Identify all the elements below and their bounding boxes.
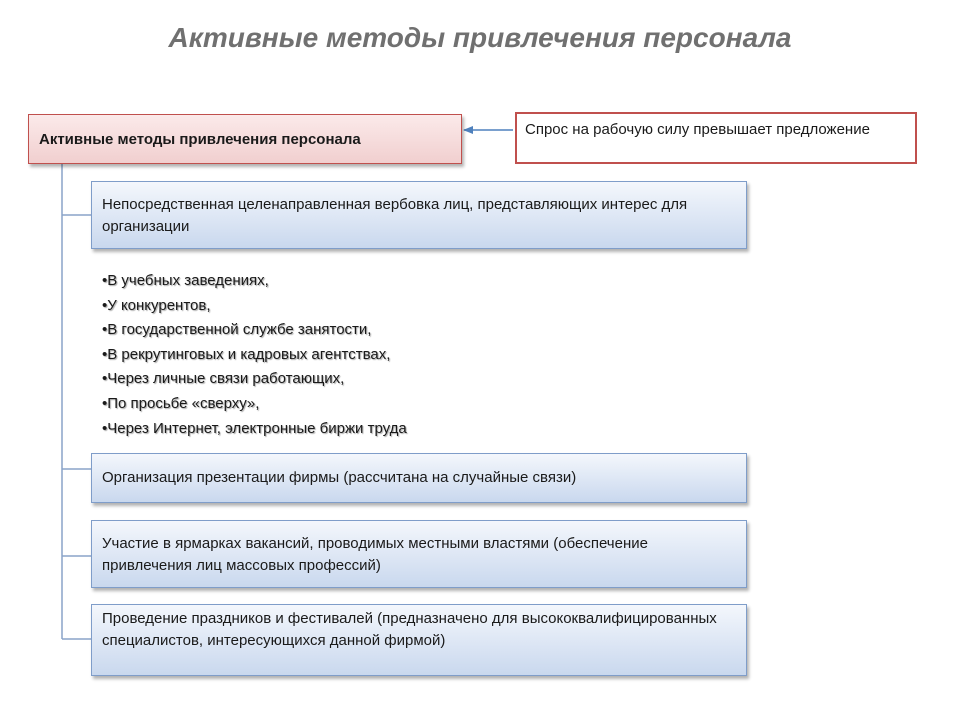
method-label: Проведение праздников и фестивалей (предназначено для высококвалифицированных специалистов, интересующихся данной фирмой): [102, 610, 717, 649]
list-item: •Через личные связи работающих,: [102, 370, 345, 388]
list-item: •В рекрутинговых и кадровых агентствах,: [102, 345, 391, 363]
recruitment-sources-list: [102, 269, 407, 441]
main-methods-label: Активные методы привлечения персонала: [39, 130, 361, 148]
demand-label: Спрос на рабочую силу превышает предложение: [525, 121, 870, 138]
method-label: Непосредственная целенаправленная вербовка лиц, представляющих интерес для организации: [102, 196, 688, 235]
list-item: •У конкурентов,: [102, 296, 211, 314]
main-methods-box: [28, 114, 462, 164]
list-item: •По просьбе «сверху»,: [102, 394, 260, 412]
list-item: •В учебных заведениях,: [102, 272, 269, 289]
demand-box: [515, 112, 917, 164]
list-item: •Через Интернет, электронные биржи труда: [102, 419, 407, 437]
list-item: •В государственной службе занятости,: [102, 321, 372, 339]
method-box-job-fairs: [91, 520, 747, 588]
method-label: Участие в ярмарках вакансий, проводимых местными властями (обеспечение привлечения лиц массовых профессий): [102, 535, 648, 574]
method-box-festivals: [91, 604, 747, 676]
method-label: Организация презентации фирмы (рассчитана на случайные связи): [102, 469, 577, 486]
method-box-presentation: [91, 453, 747, 503]
slide-title: Активные методы привлечения персонала: [168, 22, 792, 53]
method-box-recruitment: [91, 181, 747, 249]
